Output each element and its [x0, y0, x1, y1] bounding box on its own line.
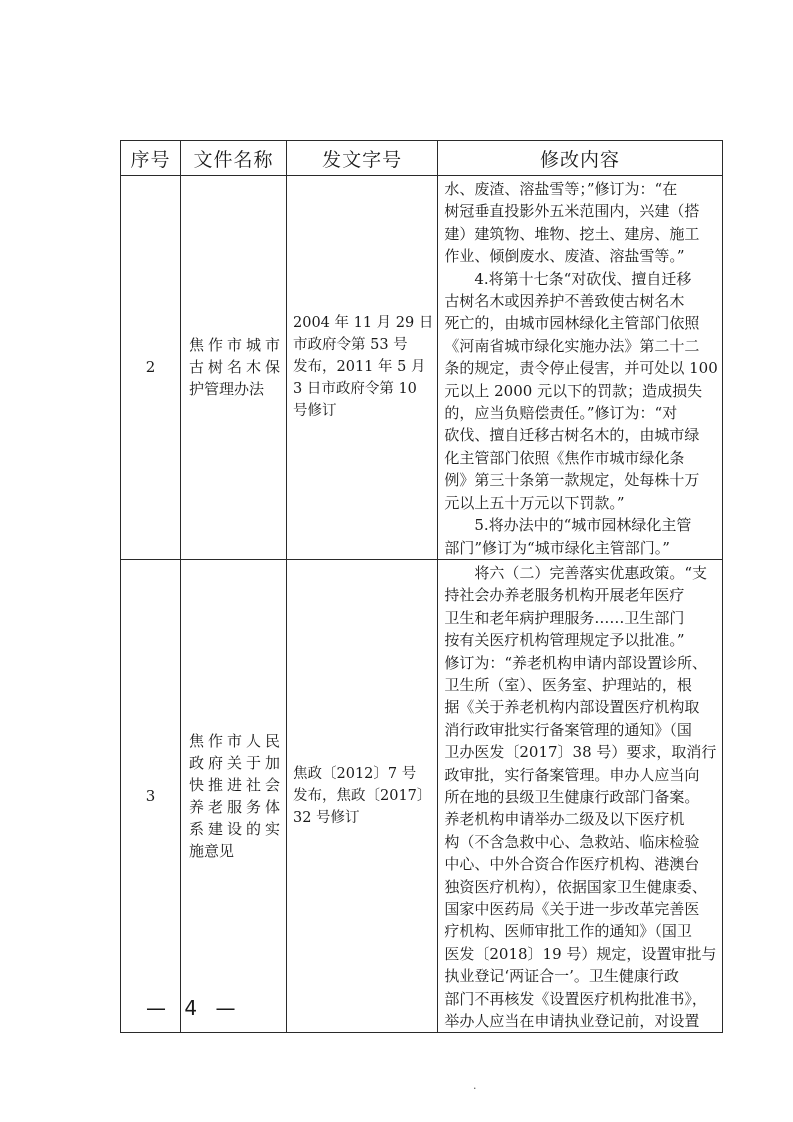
amend-line: 砍伐、擅自迁移古树名木的，由城市绿 — [444, 426, 700, 445]
name-line: 养老服务体 — [189, 798, 280, 817]
row-document-name — [181, 559, 287, 1033]
amend-line: 作业、倾倒废水、废渣、溶盐雪等。” — [444, 247, 685, 266]
amend-line: 条的规定，责令停止侵害，并可处以 100 — [444, 359, 718, 378]
row-index: 2 — [121, 176, 181, 560]
ref-line: 号修订 — [293, 403, 337, 420]
table-row — [121, 176, 723, 560]
amend-line: 化主管部门依照《焦作市城市绿化条 — [444, 448, 685, 467]
amend-line: 4.将第十七条“对砍伐、擅自迁移 — [444, 269, 692, 288]
amend-line: 古树名木或因养护不善致使古树名木 — [444, 292, 685, 311]
name-line: 护管理办法 — [189, 380, 265, 399]
name-line: 古树名木保 — [189, 358, 280, 377]
amend-line: 元以上 2000 元以下的罚款；造成损失 — [444, 381, 703, 400]
amend-line: 据《关于养老机构内部设置医疗机构取 — [444, 698, 700, 717]
amend-line: 元以上五十万元以下罚款。” — [444, 493, 625, 512]
name-line: 政府关于加 — [189, 754, 280, 773]
name-line: 焦作市城市 — [189, 336, 280, 355]
amend-line: 消行政审批实行备案管理的通知》（国 — [444, 720, 692, 739]
amend-line: 执业登记‘两证合一’。卫生健康行政 — [444, 967, 679, 986]
amend-line: 独资医疗机构），依据国家卫生健康委、 — [444, 877, 707, 896]
amend-line: 5.将办法中的“城市园林绿化主管 — [444, 516, 692, 535]
amend-line: 例》第三十条第一款规定，处每株十万 — [444, 471, 700, 490]
row-amendment — [438, 176, 722, 560]
amend-line: 构（不含急救中心、急救站、临床检验 — [444, 832, 700, 851]
amend-line: 政审批，实行备案管理。申办人应当向 — [444, 765, 700, 784]
amend-line: 疗机构、医师审批工作的通知》（国卫 — [444, 922, 692, 941]
header-document-ref: 发文字号 — [287, 141, 438, 176]
ref-line: 发布，2011 年 5 月 — [293, 359, 426, 376]
ref-line: 2004 年 11 月 29 日 — [293, 315, 434, 332]
page-number: — 4 — — [146, 996, 242, 1020]
amend-line: 养老机构申请举办二级及以下医疗机 — [444, 810, 685, 829]
table-header-row — [121, 141, 723, 176]
row-amendment — [438, 559, 722, 1033]
scan-speck-mark: · — [473, 1082, 477, 1095]
name-line: 施意见 — [189, 842, 235, 861]
row-document-name — [181, 176, 287, 560]
amend-line: 按有关医疗机构管理规定予以批准。” — [444, 631, 685, 650]
name-line: 焦作市人民 — [189, 732, 280, 751]
row-document-ref — [287, 559, 438, 1033]
amend-line: 卫生和老年病护理服务……卫生部门 — [444, 608, 685, 627]
row-document-ref — [287, 176, 438, 560]
name-line: 系建设的实 — [189, 820, 280, 839]
amend-line: 修订为：“养老机构申请内部设置诊所、 — [444, 653, 708, 672]
table-row — [121, 559, 723, 1033]
amend-line: 中心、中外合资合作医疗机构、港澳台 — [444, 855, 700, 874]
amend-line: 卫办医发〔2017〕38 号）要求，取消行 — [444, 743, 717, 762]
amend-line: 医发〔2018〕19 号）规定，设置审批与 — [444, 944, 717, 963]
amend-line: 树冠垂直投影外五米范围内，兴建（搭 — [444, 202, 700, 221]
amend-line: 建）建筑物、堆物、挖土、建房、施工 — [444, 224, 700, 243]
ref-line: 焦政〔2012〕7 号 — [293, 766, 417, 783]
ref-line: 32 号修订 — [293, 810, 360, 827]
amend-line: 举办人应当在申请执业登记前，对设置 — [444, 1012, 700, 1031]
name-line: 快推进社会 — [189, 776, 280, 795]
ref-line: 市政府令第 53 号 — [293, 337, 408, 354]
amend-line: 将六（二）完善落实优惠政策。“支 — [444, 563, 708, 582]
amend-line: 卫生所（室）、医务室、护理站的，根 — [444, 675, 692, 694]
amend-line: 死亡的，由城市园林绿化主管部门依照 — [444, 314, 700, 333]
ref-line: 3 日市政府令第 10 — [293, 381, 417, 398]
amend-line: 《河南省城市绿化实施办法》第二十二 — [444, 336, 700, 355]
amend-line: 国家中医药局《关于进一步改革完善医 — [444, 900, 700, 918]
amend-line: 持社会办养老服务机构开展老年医疗 — [444, 586, 685, 605]
header-amendment: 修改内容 — [438, 141, 722, 176]
row-index: 3 — [121, 559, 181, 1033]
amend-line: 水、废渣、溶盐雪等；”修订为：“在 — [444, 180, 678, 198]
header-index: 序号 — [121, 141, 181, 176]
ref-line: 发布，焦政〔2017〕 — [293, 788, 432, 805]
amend-line: 部门”修订为“城市绿化主管部门。” — [444, 538, 670, 557]
amend-line: 所在地的县级卫生健康行政部门备案。 — [444, 787, 700, 806]
amend-line: 的，应当负赔偿责任。”修订为：“对 — [444, 404, 678, 423]
amend-line: 部门不再核发《设置医疗机构批准书》， — [444, 989, 707, 1008]
amendment-table — [120, 140, 723, 1033]
header-document-name: 文件名称 — [181, 141, 287, 176]
